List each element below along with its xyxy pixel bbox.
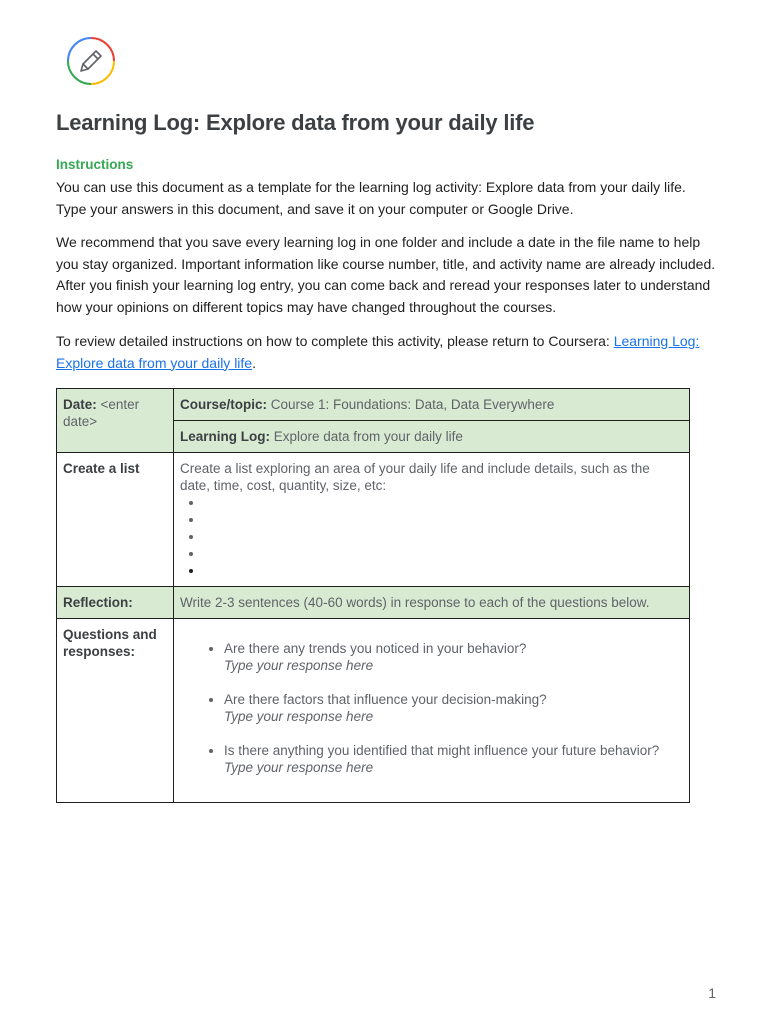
question-text: • Are there any trends you noticed in your behavior? (224, 641, 527, 656)
review-suffix: . (252, 354, 256, 371)
create-list-label: Create a list (63, 461, 140, 476)
question-text: • Is there anything you identified that might influence your future behavior? (224, 743, 660, 758)
question-item (224, 640, 683, 674)
list-item[interactable] (204, 545, 683, 562)
page-title: Learning Log: Explore data from your daily life (56, 110, 535, 135)
course-value: Course 1: Foundations: Data, Data Everywhere (267, 397, 555, 412)
question-list (180, 640, 683, 776)
create-list-cell[interactable] (174, 453, 690, 587)
instructions-heading: Instructions (56, 157, 134, 172)
date-cell[interactable] (57, 389, 174, 453)
coursera-link[interactable]: Learning Log: Explore data from your daily life (56, 333, 700, 371)
response-field[interactable]: Type your response here (224, 760, 374, 775)
list-item[interactable] (204, 494, 683, 511)
log-cell (174, 421, 690, 453)
response-field[interactable]: Type your response here (224, 658, 374, 673)
reflection-label: Reflection: (63, 595, 133, 610)
page-number: 1 (708, 985, 716, 1001)
course-label: Course/topic: (180, 397, 268, 412)
response-field[interactable]: Type your response here (224, 709, 374, 724)
reflection-label-cell (57, 587, 174, 619)
question-text: • Are there factors that influence your decision-making? (224, 692, 547, 707)
questions-cell (174, 619, 690, 803)
intro-paragraph: You can use this document as a template for the learning log activity: Explore data from your daily life. Type your answers in this document, and save it on your computer or Google Drive. (56, 179, 686, 217)
list-item[interactable] (204, 562, 683, 579)
questions-label: Questions and responses: (63, 627, 157, 659)
course-cell (174, 389, 690, 421)
date-label: Date: (63, 397, 97, 412)
question-item (224, 691, 683, 725)
list-item[interactable] (204, 528, 683, 545)
date-value: <enter date> (63, 397, 140, 429)
learning-log-table (56, 388, 690, 803)
recommendation-paragraph: We recommend that you save every learning log in one folder and include a date in the file name to help you stay organized. Important information like course number, title, and activity name are already included. After you finish your learning log entry, you can come back and reread your responses later to understand how your opinions on different topics may have changed throughout the courses. (56, 234, 716, 315)
create-list-instructions: Create a list exploring an area of your daily life and include details, such as the date, time, cost, quantity, size, etc: (180, 461, 650, 493)
log-label: Learning Log: (180, 429, 270, 444)
questions-label-cell (57, 619, 174, 803)
pencil-icon (66, 36, 116, 86)
question-item (224, 742, 683, 776)
reflection-text: Write 2-3 sentences (40-60 words) in response to each of the questions below. (174, 587, 690, 619)
review-paragraph (56, 331, 716, 374)
blank-list[interactable] (180, 494, 683, 579)
review-text: To review detailed instructions on how to complete this activity, please return to Coursera: (56, 333, 614, 349)
list-item[interactable] (204, 511, 683, 528)
log-value: Explore data from your daily life (270, 429, 463, 444)
create-list-label-cell (57, 453, 174, 587)
